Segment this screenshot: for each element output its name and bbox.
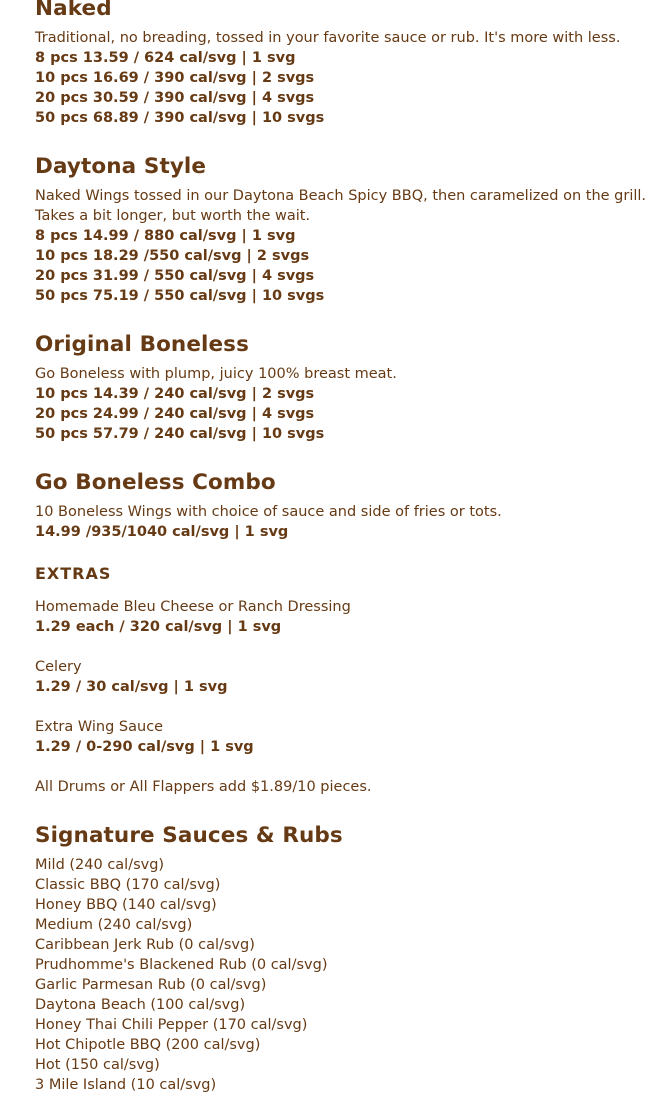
- section-boneless: [35, 330, 655, 444]
- section-description-boneless: Go Boneless with plump, juicy 100% breast meat.: [35, 366, 397, 382]
- sauce-item: Hot Chipotle BBQ (200 cal/svg): [35, 1037, 261, 1053]
- price-line: 20 pcs 31.99 / 550 cal/svg | 4 svgs: [35, 268, 315, 284]
- section-description-naked: Traditional, no breading, tossed in your favorite sauce or rub. It's more with less.: [35, 30, 621, 46]
- sauce-item: Honey BBQ (140 cal/svg): [35, 897, 217, 913]
- section-title-naked: Naked: [35, 0, 112, 21]
- section-extras: [35, 564, 655, 797]
- price-line: 8 pcs 13.59 / 624 cal/svg | 1 svg: [35, 50, 296, 66]
- price-line: 50 pcs 75.19 / 550 cal/svg | 10 svgs: [35, 288, 325, 304]
- extra-item-price: 1.29 / 0-290 cal/svg | 1 svg: [35, 739, 254, 755]
- extras-note: All Drums or All Flappers add $1.89/10 pieces.: [35, 779, 372, 795]
- section-title-combo: Go Boneless Combo: [35, 470, 276, 495]
- section-daytona: [35, 152, 655, 306]
- sauce-item: Prudhomme's Blackened Rub (0 cal/svg): [35, 957, 328, 973]
- price-line: 50 pcs 68.89 / 390 cal/svg | 10 svgs: [35, 110, 325, 126]
- price-line: 14.99 /935/1040 cal/svg | 1 svg: [35, 524, 289, 540]
- section-title-extras: EXTRAS: [35, 564, 112, 583]
- section-combo: [35, 468, 655, 542]
- section-title-sauces: Signature Sauces & Rubs: [35, 823, 343, 848]
- sauce-item: Caribbean Jerk Rub (0 cal/svg): [35, 937, 255, 953]
- section-description-daytona: Naked Wings tossed in our Daytona Beach Spicy BBQ, then caramelized on the grill. Takes a bit longer, but worth the wait.: [35, 188, 647, 224]
- price-line: 8 pcs 14.99 / 880 cal/svg | 1 svg: [35, 228, 296, 244]
- extra-item-name: Celery: [35, 659, 82, 675]
- section-sauces: [35, 821, 655, 1095]
- menu-page: [35, 0, 655, 1095]
- price-line: 20 pcs 24.99 / 240 cal/svg | 4 svgs: [35, 406, 315, 422]
- extra-item-name: Homemade Bleu Cheese or Ranch Dressing: [35, 599, 351, 615]
- price-line: 20 pcs 30.59 / 390 cal/svg | 4 svgs: [35, 90, 315, 106]
- price-line: 50 pcs 57.79 / 240 cal/svg | 10 svgs: [35, 426, 325, 442]
- sauce-item: Hot (150 cal/svg): [35, 1057, 160, 1073]
- sauce-item: Medium (240 cal/svg): [35, 917, 193, 933]
- extra-item-price: 1.29 each / 320 cal/svg | 1 svg: [35, 619, 282, 635]
- sauce-item: Honey Thai Chili Pepper (170 cal/svg): [35, 1017, 308, 1033]
- extra-item-name: Extra Wing Sauce: [35, 719, 164, 735]
- section-title-boneless: Original Boneless: [35, 332, 249, 357]
- sauce-item: Daytona Beach (100 cal/svg): [35, 997, 246, 1013]
- price-line: 10 pcs 14.39 / 240 cal/svg | 2 svgs: [35, 386, 315, 402]
- sauce-item: 3 Mile Island (10 cal/svg): [35, 1077, 217, 1093]
- extra-item-price: 1.29 / 30 cal/svg | 1 svg: [35, 679, 228, 695]
- price-line: 10 pcs 16.69 / 390 cal/svg | 2 svgs: [35, 70, 315, 86]
- section-description-combo: 10 Boneless Wings with choice of sauce and side of fries or tots.: [35, 504, 502, 520]
- sauce-item: Garlic Parmesan Rub (0 cal/svg): [35, 977, 267, 993]
- sauce-item: Mild (240 cal/svg): [35, 857, 165, 873]
- section-title-daytona: Daytona Style: [35, 154, 207, 179]
- sauce-item: Classic BBQ (170 cal/svg): [35, 877, 221, 893]
- price-line: 10 pcs 18.29 /550 cal/svg | 2 svgs: [35, 248, 310, 264]
- section-naked: [35, 0, 655, 128]
